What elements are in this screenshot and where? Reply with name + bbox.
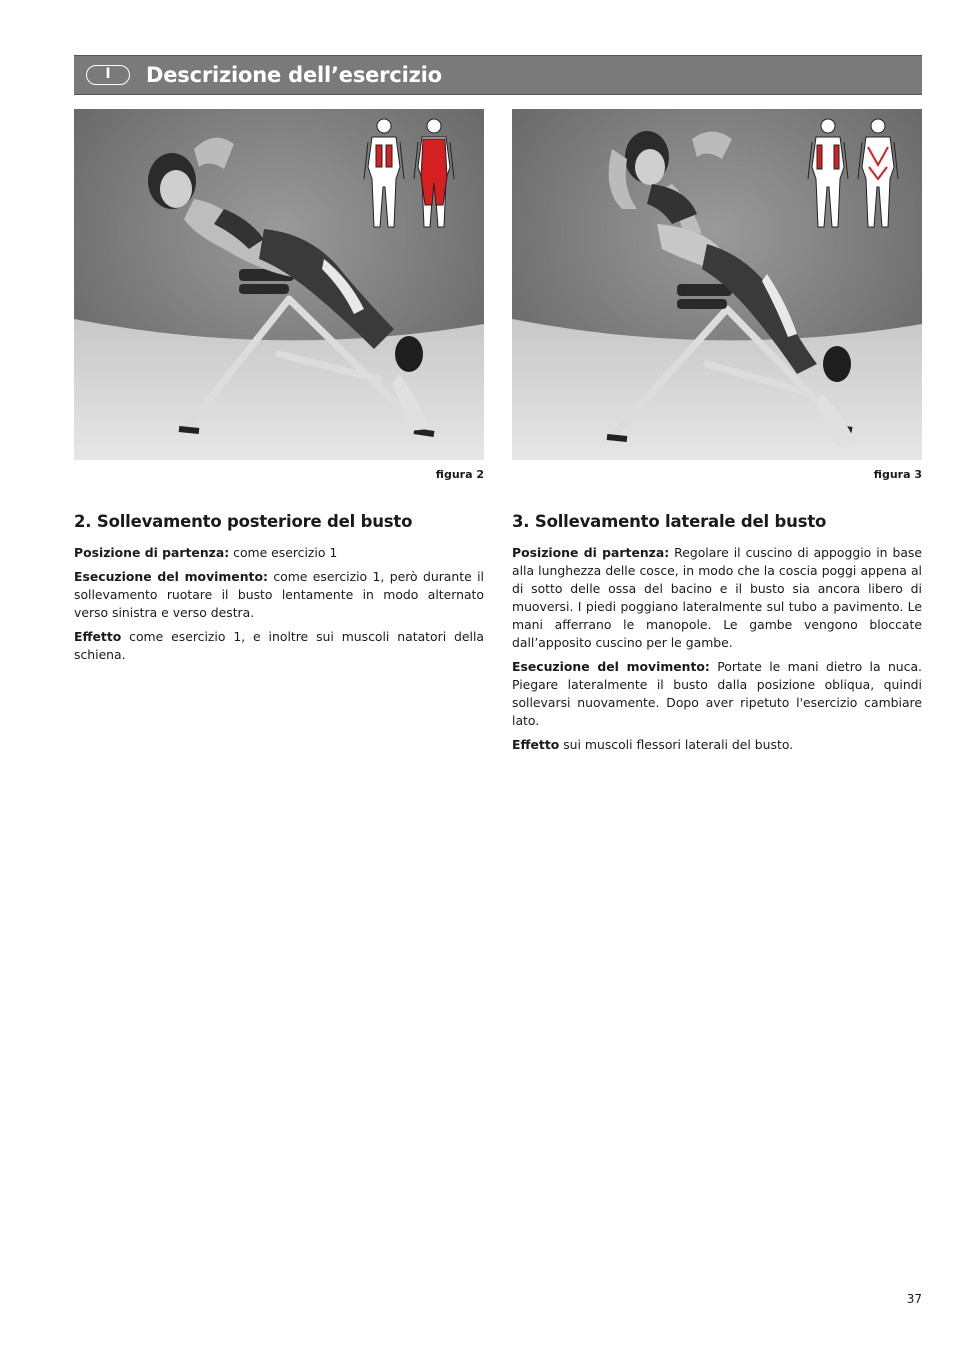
section-3-heading: 3. Sollevamento laterale del busto [512, 512, 827, 531]
section-3-paragraph: Posizione di partenza: Regolare il cuscino di appoggio in base alla lunghezza delle cosce, in modo che la coscia poggi appena al di sotto delle ossa del bacino e il busto sia ancora libero di muoversi. I piedi poggiano lateralmente sul tubo a pavimento. Le mani afferrano le manopole. Le gambe vengono bloccate dall’apposito cuscino per le gambe. [512, 545, 922, 650]
section-2-paragraph: Esecuzione del movimento: come esercizio 1, però durante il sollevamento ruotare il busto lentamente in modo alternato verso sinistra e verso destra. [74, 569, 484, 620]
section-2-paragraph: Effetto come esercizio 1, e inoltre sui muscoli natatori della schiena. [74, 629, 484, 662]
section-3-paragraph: Effetto sui muscoli flessori laterali del busto. [512, 737, 794, 752]
page-number: 37 [906, 1292, 922, 1306]
figure-3-caption: figura 3 [873, 468, 922, 481]
exercise-photo-figure-3 [512, 109, 922, 460]
section-2-paragraph: Posizione di partenza: come esercizio 1 [74, 545, 338, 560]
figure-2-caption: figura 2 [435, 468, 484, 481]
section-header [74, 55, 922, 95]
page-title: Descrizione dell’esercizio [146, 63, 442, 87]
section-2-heading: 2. Sollevamento posteriore del busto [74, 512, 413, 531]
exercise-photo-figure-2 [74, 109, 484, 460]
section-3-paragraph: Esecuzione del movimento: Portate le mani dietro la nuca. Piegare lateralmente il busto dalla posizione obliqua, quindi sollevarsi nuovamente. Dopo aver ripetuto l'esercizio cambiare lato. [512, 659, 922, 728]
section-badge: I [86, 65, 130, 85]
section-3 [512, 510, 922, 760]
section-2 [74, 510, 484, 670]
